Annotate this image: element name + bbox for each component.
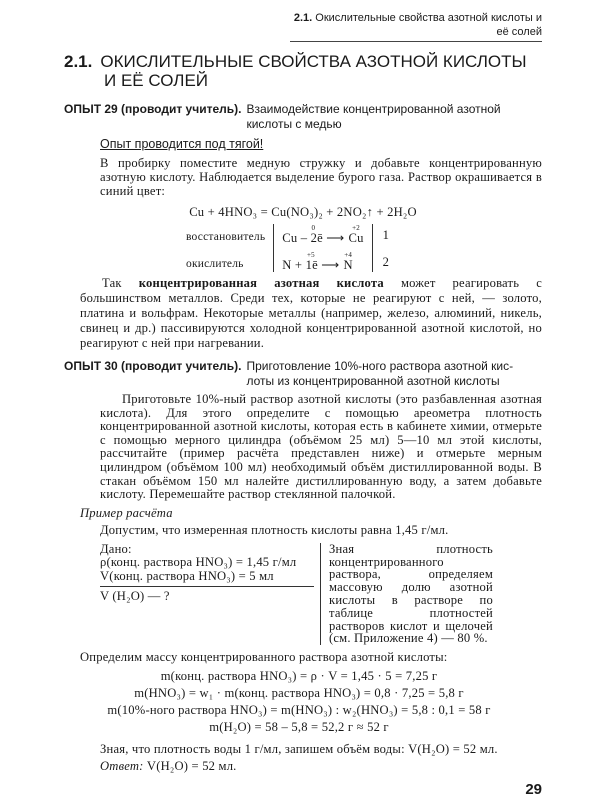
paragraph: В пробирку поместите медную стружку и добавьте концентрированную азотную кислоту. Наблюдается выделение бурого газа. Раствор окрашивается в синий цвет: bbox=[100, 156, 542, 198]
formula: m(H₂O) = 58 – 5,8 = 52,2 г ≈ 52 г bbox=[209, 719, 389, 734]
experiment-title: лоты из концентрированной азотной кислоты bbox=[246, 374, 500, 388]
given-item: V(конц. раствора HNO₃) = 5 мл bbox=[100, 568, 274, 583]
oxidation-state: +5 bbox=[306, 251, 315, 259]
given-block bbox=[100, 543, 321, 645]
page-number: 29 bbox=[525, 781, 542, 799]
experiment-30-heading bbox=[64, 359, 542, 389]
redox-role: восстановитель bbox=[186, 231, 266, 243]
half-reaction: Cu – 2ē ⟶ bbox=[282, 231, 345, 245]
text: Так bbox=[102, 276, 139, 290]
answer bbox=[100, 758, 542, 775]
section-number: 2.1. bbox=[64, 52, 93, 71]
formula: m(конц. раствора HNO₃) = ρ · V = 1,45 · 5 = 7,25 г bbox=[160, 669, 438, 684]
given-label: Дано: bbox=[100, 541, 132, 556]
title-line: И ЕЁ СОЛЕЙ bbox=[104, 71, 209, 90]
half-reaction-row bbox=[273, 224, 372, 245]
running-header bbox=[290, 11, 542, 42]
calc-intro: Определим массу концентрированного раствора азотной кислоты: bbox=[80, 650, 448, 665]
answer-value: V(H₂O) = 52 мл. bbox=[143, 759, 237, 774]
half-reaction-product: N bbox=[343, 258, 353, 272]
formulas bbox=[64, 668, 534, 735]
water-volume-text: Зная, что плотность воды 1 г/мл, запишем объём воды: V(H₂O) = 52 мл. bbox=[100, 742, 498, 757]
oxidation-state: 0 bbox=[311, 224, 316, 232]
coefficient: 2 bbox=[382, 255, 390, 269]
half-reaction-product: Cu bbox=[348, 231, 364, 245]
paragraph: Приготовьте 10%-ный раствор азотной кислоты (это разбавленная азотная кислота). Для этого определите с помощью ареометра плотность концентрированной азотной кислоты, которая есть в кабинете химии, отмерьте с помощью мерного цилиндра (объёмом 25 мл) 5—10 мл этой кислоты, рассчитайте (пример расчёта представлен ниже) и отмерьте мерным цилиндром (объёмом 100 мл) необходимый объём дистиллированной воды. В стакан объёмом 150 мл налейте дистиллированную воду, а затем добавьте кислоту. Перемешайте раствор стеклянной палочкой. bbox=[100, 392, 542, 502]
redox-balance bbox=[186, 224, 389, 272]
note-text: Зная плотность концентрированного раствора, определяем массовую долю азотной кислоты в растворе по таблице плотностей растворов кислот и щелочей (см. Приложение 4) — 80 %. bbox=[329, 541, 493, 646]
given-item: ρ(конц. раствора HNO₃) = 1,45 г/мл bbox=[100, 555, 297, 570]
half-reaction: N + 1ē ⟶ bbox=[282, 258, 340, 272]
text: может реагировать с большинством металлов. Среди тех, которые не реагируют с ней, — золото, платина и вольфрам. Некоторые металлы (например, железо, алюминий, никель, свинец и др.) пассивируются холодной концентрированной азотной кислотой, но реагируют с ней при нагревании. bbox=[80, 276, 542, 350]
answer-label: Ответ: bbox=[100, 759, 144, 774]
find-item: V (H₂O) — ? bbox=[100, 586, 314, 604]
reaction-equation: Cu + 4HNO₃ = Cu(NO₃)₂ + 2NO₂↑ + 2H₂O bbox=[189, 205, 417, 219]
experiment-title: Приготовление 10%-ного раствора азотной кис- bbox=[246, 359, 514, 373]
given-table bbox=[100, 543, 542, 645]
oxidation-state: +4 bbox=[344, 251, 353, 259]
oxidation-state: +2 bbox=[352, 224, 360, 232]
experiment-label: ОПЫТ 30 (проводит учитель). bbox=[64, 359, 242, 373]
title-line: ОКИСЛИТЕЛЬНЫЕ СВОЙСТВА АЗОТНОЙ КИСЛОТЫ bbox=[100, 52, 527, 71]
section-title bbox=[64, 52, 542, 90]
formula: m(HNO₃) = w₁ · m(конц. раствора HNO₃) = 0,8 · 7,25 = 5,8 г bbox=[134, 685, 464, 700]
header-text: Окислительные свойства азотной кислоты и её солей bbox=[315, 12, 542, 38]
header-number: 2.1. bbox=[293, 12, 313, 24]
experiment-title: Взаимодействие концентрированной азотной bbox=[246, 102, 501, 116]
experiment-title: кислоты с медью bbox=[246, 117, 342, 131]
formula: m(10%-ного раствора HNO₃) = m(HNO₃) : w₂(HNO₃) = 5,8 : 0,1 = 58 г bbox=[107, 702, 491, 717]
bold-term: концентрированная азотная кислота bbox=[138, 276, 384, 290]
experiment-label: ОПЫТ 29 (проводит учитель). bbox=[64, 102, 242, 116]
example-heading: Пример расчёта bbox=[80, 505, 173, 520]
paragraph bbox=[80, 276, 542, 351]
assumption-text: Допустим, что измеренная плотность кислоты равна 1,45 г/мл. bbox=[100, 522, 449, 537]
experiment-29-heading bbox=[64, 102, 542, 132]
safety-warning: Опыт проводится под тягой! bbox=[100, 137, 264, 151]
half-reaction-row bbox=[273, 245, 372, 272]
coefficient: 1 bbox=[382, 228, 390, 242]
redox-role: окислитель bbox=[186, 258, 244, 270]
